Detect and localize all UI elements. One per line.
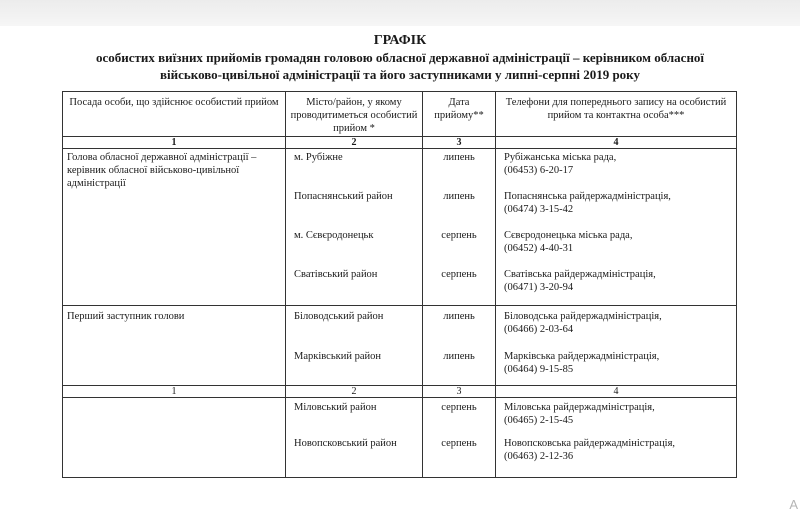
column-header-place: Місто/район, у якому проводитиметься особистий прийом *	[286, 92, 423, 137]
official-title: Голова обласної державної адміністрації – керівник обласної військово-цивільної адміністрації	[67, 152, 257, 189]
viewer-top-bar	[0, 0, 800, 26]
official-cell	[63, 149, 286, 306]
official-cell	[63, 306, 286, 386]
table-row	[63, 398, 737, 478]
table-row	[63, 149, 737, 306]
visit-date: липень	[443, 351, 475, 362]
official-cell	[63, 398, 286, 478]
visit-contact	[504, 401, 728, 427]
corner-letter: A	[789, 497, 798, 512]
date-cell	[423, 306, 496, 386]
visit-contact	[504, 151, 728, 177]
visit-place: м. Рубіжне	[294, 152, 343, 163]
visit-place: Новопсковський район	[294, 438, 397, 449]
visit-contact	[504, 229, 728, 255]
contact-cell	[496, 149, 737, 306]
visit-date: липень	[443, 311, 475, 322]
column-number: 4	[496, 386, 737, 398]
column-header-official: Посада особи, що здійснює особистий прийом	[63, 92, 286, 137]
contact-organization: Сватівська райдержадміністрація,	[504, 269, 656, 280]
document-title: ГРАФІК	[373, 33, 427, 48]
contact-cell	[496, 398, 737, 478]
column-header-date: Дата прийому**	[423, 92, 496, 137]
document-subtitle-line-1: особистих виїзних прийомів громадян головою обласної державної адміністрації – керівником обласної	[95, 50, 705, 65]
contact-organization: Міловська райдержадміністрація,	[504, 402, 655, 413]
column-number-row	[63, 386, 737, 398]
visit-date: серпень	[441, 269, 477, 280]
visit-date: липень	[443, 152, 475, 163]
column-number-row	[63, 137, 737, 149]
column-number: 3	[423, 386, 496, 398]
official-title: Перший заступник голови	[67, 311, 185, 322]
visit-contact	[504, 350, 728, 376]
contact-organization: Марківська райдержадміністрація,	[504, 351, 660, 362]
contact-organization: Попаснянська райдержадміністрація,	[504, 191, 671, 202]
place-cell	[286, 149, 423, 306]
schedule-table	[62, 91, 737, 478]
visit-place: Попаснянський район	[294, 191, 393, 202]
contact-phone: (06474) 3-15-42	[504, 204, 574, 215]
contact-organization: Рубіжанська міська рада,	[504, 152, 617, 163]
visit-place: Сватівський район	[294, 269, 378, 280]
visit-date: серпень	[441, 230, 477, 241]
contact-phone: (06453) 6-20-17	[504, 165, 574, 176]
table-row	[63, 306, 737, 386]
column-number: 2	[286, 386, 423, 398]
visit-place: Міловський район	[294, 402, 377, 413]
column-header-contact: Телефони для попереднього запису на особистий прийом та контактна особа***	[496, 92, 737, 137]
contact-phone: (06466) 2-03-64	[504, 324, 574, 335]
contact-phone: (06463) 2-12-36	[504, 451, 574, 462]
contact-organization: Новопсковська райдержадміністрація,	[504, 438, 676, 449]
table-header-row	[63, 92, 737, 137]
date-cell	[423, 398, 496, 478]
contact-organization: Біловодська райдержадміністрація,	[504, 311, 662, 322]
contact-cell	[496, 306, 737, 386]
column-number: 1	[63, 137, 286, 149]
visit-date: серпень	[441, 438, 477, 449]
contact-phone: (06464) 9-15-85	[504, 364, 574, 375]
visit-date: липень	[443, 191, 475, 202]
document-heading	[0, 33, 800, 83]
visit-place: м. Сєвєродонецьк	[294, 230, 374, 241]
contact-phone: (06452) 4-40-31	[504, 243, 574, 254]
visit-contact	[504, 268, 728, 294]
contact-organization: Сєвєродонецька міська рада,	[504, 230, 633, 241]
document-subtitle-line-2: військово-цивільної адміністрації та його заступниками у липні-серпні 2019 року	[159, 67, 640, 82]
column-number: 3	[423, 137, 496, 149]
column-number: 1	[63, 386, 286, 398]
visit-place: Марківський район	[294, 351, 381, 362]
visit-place: Біловодський район	[294, 311, 384, 322]
place-cell	[286, 306, 423, 386]
place-cell	[286, 398, 423, 478]
column-number: 4	[496, 137, 737, 149]
visit-contact	[504, 190, 728, 216]
contact-phone: (06471) 3-20-94	[504, 282, 574, 293]
visit-date: серпень	[441, 402, 477, 413]
contact-phone: (06465) 2-15-45	[504, 415, 574, 426]
column-number: 2	[286, 137, 423, 149]
visit-contact	[504, 437, 728, 463]
visit-contact	[504, 310, 728, 336]
date-cell	[423, 149, 496, 306]
